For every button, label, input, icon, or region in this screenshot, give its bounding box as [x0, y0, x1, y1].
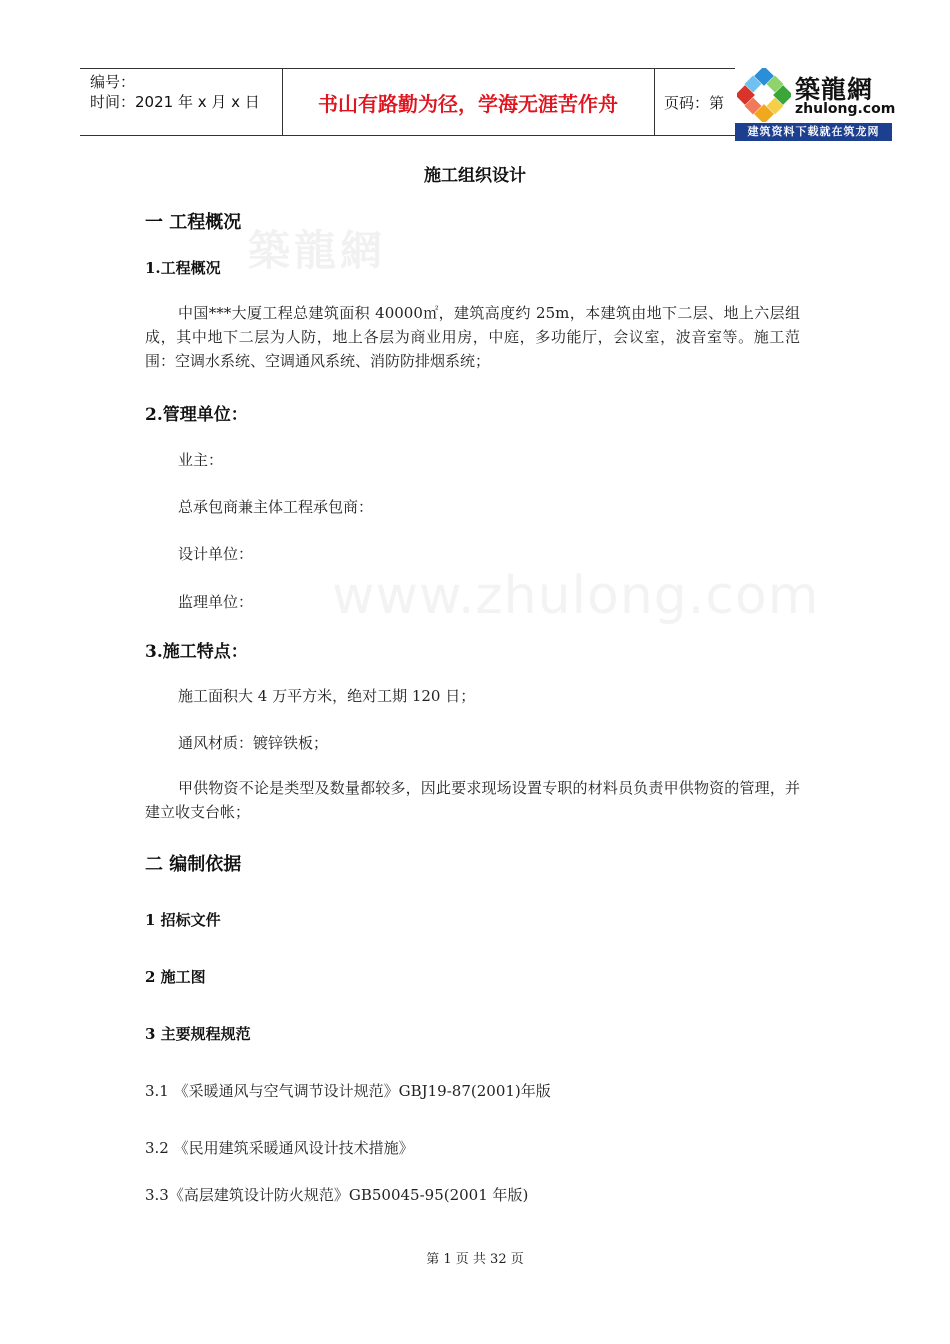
header-motto: 书山有路勤为径，学海无涯苦作舟 [318, 91, 618, 116]
document-date-label: 时间：2021 年 x 月 x 日 [90, 93, 260, 111]
page-header [80, 68, 895, 136]
url-watermark: www.zhulong.com [332, 566, 820, 626]
logo-tagline: 建筑资料下载就在筑龙网 [735, 123, 892, 141]
subsection-heading: 2.管理单位： [145, 405, 248, 425]
owner-label: 业主： [178, 451, 224, 469]
reference-item: 2 施工图 [145, 968, 206, 986]
reference-item: 3 主要规程规范 [145, 1025, 251, 1043]
page-footer: 第 1 页 共 32 页 [426, 1252, 524, 1267]
zhulong-logo[interactable] [735, 68, 895, 142]
construction-feature: 通风材质：镀锌铁板； [178, 734, 329, 752]
document-title: 施工组织设计 [424, 166, 526, 186]
general-contractor-label: 总承包商兼主体工程承包商： [178, 498, 374, 516]
section-heading: 二 编制依据 [145, 854, 242, 875]
section-heading: 一 工程概况 [145, 212, 242, 233]
designer-label: 设计单位： [178, 545, 254, 563]
project-overview-paragraph: 中国***大厦工程总建筑面积 40000㎡，建筑高度约 25m，本建筑由地下二层、地上六层组成，其中地下二层为人防，地上各层为商业用房，中庭，多功能厅，会议室，波音室等。施工范围：空调水系统、空调通风系统、消防防排烟系统； [145, 304, 800, 370]
logo-diamond-icon [737, 68, 791, 122]
subsection-heading: 1.工程概况 [145, 259, 221, 277]
subsection-heading: 3.施工特点： [145, 642, 248, 662]
logo-name: 築龍網 [795, 75, 874, 104]
reference-item: 1 招标文件 [145, 911, 221, 929]
header-divider [654, 68, 655, 136]
construction-feature-paragraph: 甲供物资不论是类型及数量都较多，因此要求现场设置专职的材料员负责甲供物资的管理，并建立收支台帐； [145, 779, 800, 821]
reference-item: 3.3《高层建筑设计防火规范》GB50045-95(2001 年版) [145, 1186, 529, 1204]
header-page-label: 页码：第 [664, 93, 725, 112]
logo-domain: zhulong.com [795, 101, 896, 117]
document-number-label: 编号： [90, 73, 136, 91]
reference-item: 3.1 《采暖通风与空气调节设计规范》GBJ19-87(2001)年版 [145, 1082, 551, 1100]
supervisor-label: 监理单位： [178, 593, 254, 611]
reference-item: 3.2 《民用建筑采暖通风设计技术措施》 [145, 1139, 414, 1157]
construction-feature: 施工面积大 4 万平方米，绝对工期 120 日； [178, 687, 476, 705]
logo-watermark: 築龍網 [248, 226, 387, 275]
header-meta [90, 72, 260, 112]
